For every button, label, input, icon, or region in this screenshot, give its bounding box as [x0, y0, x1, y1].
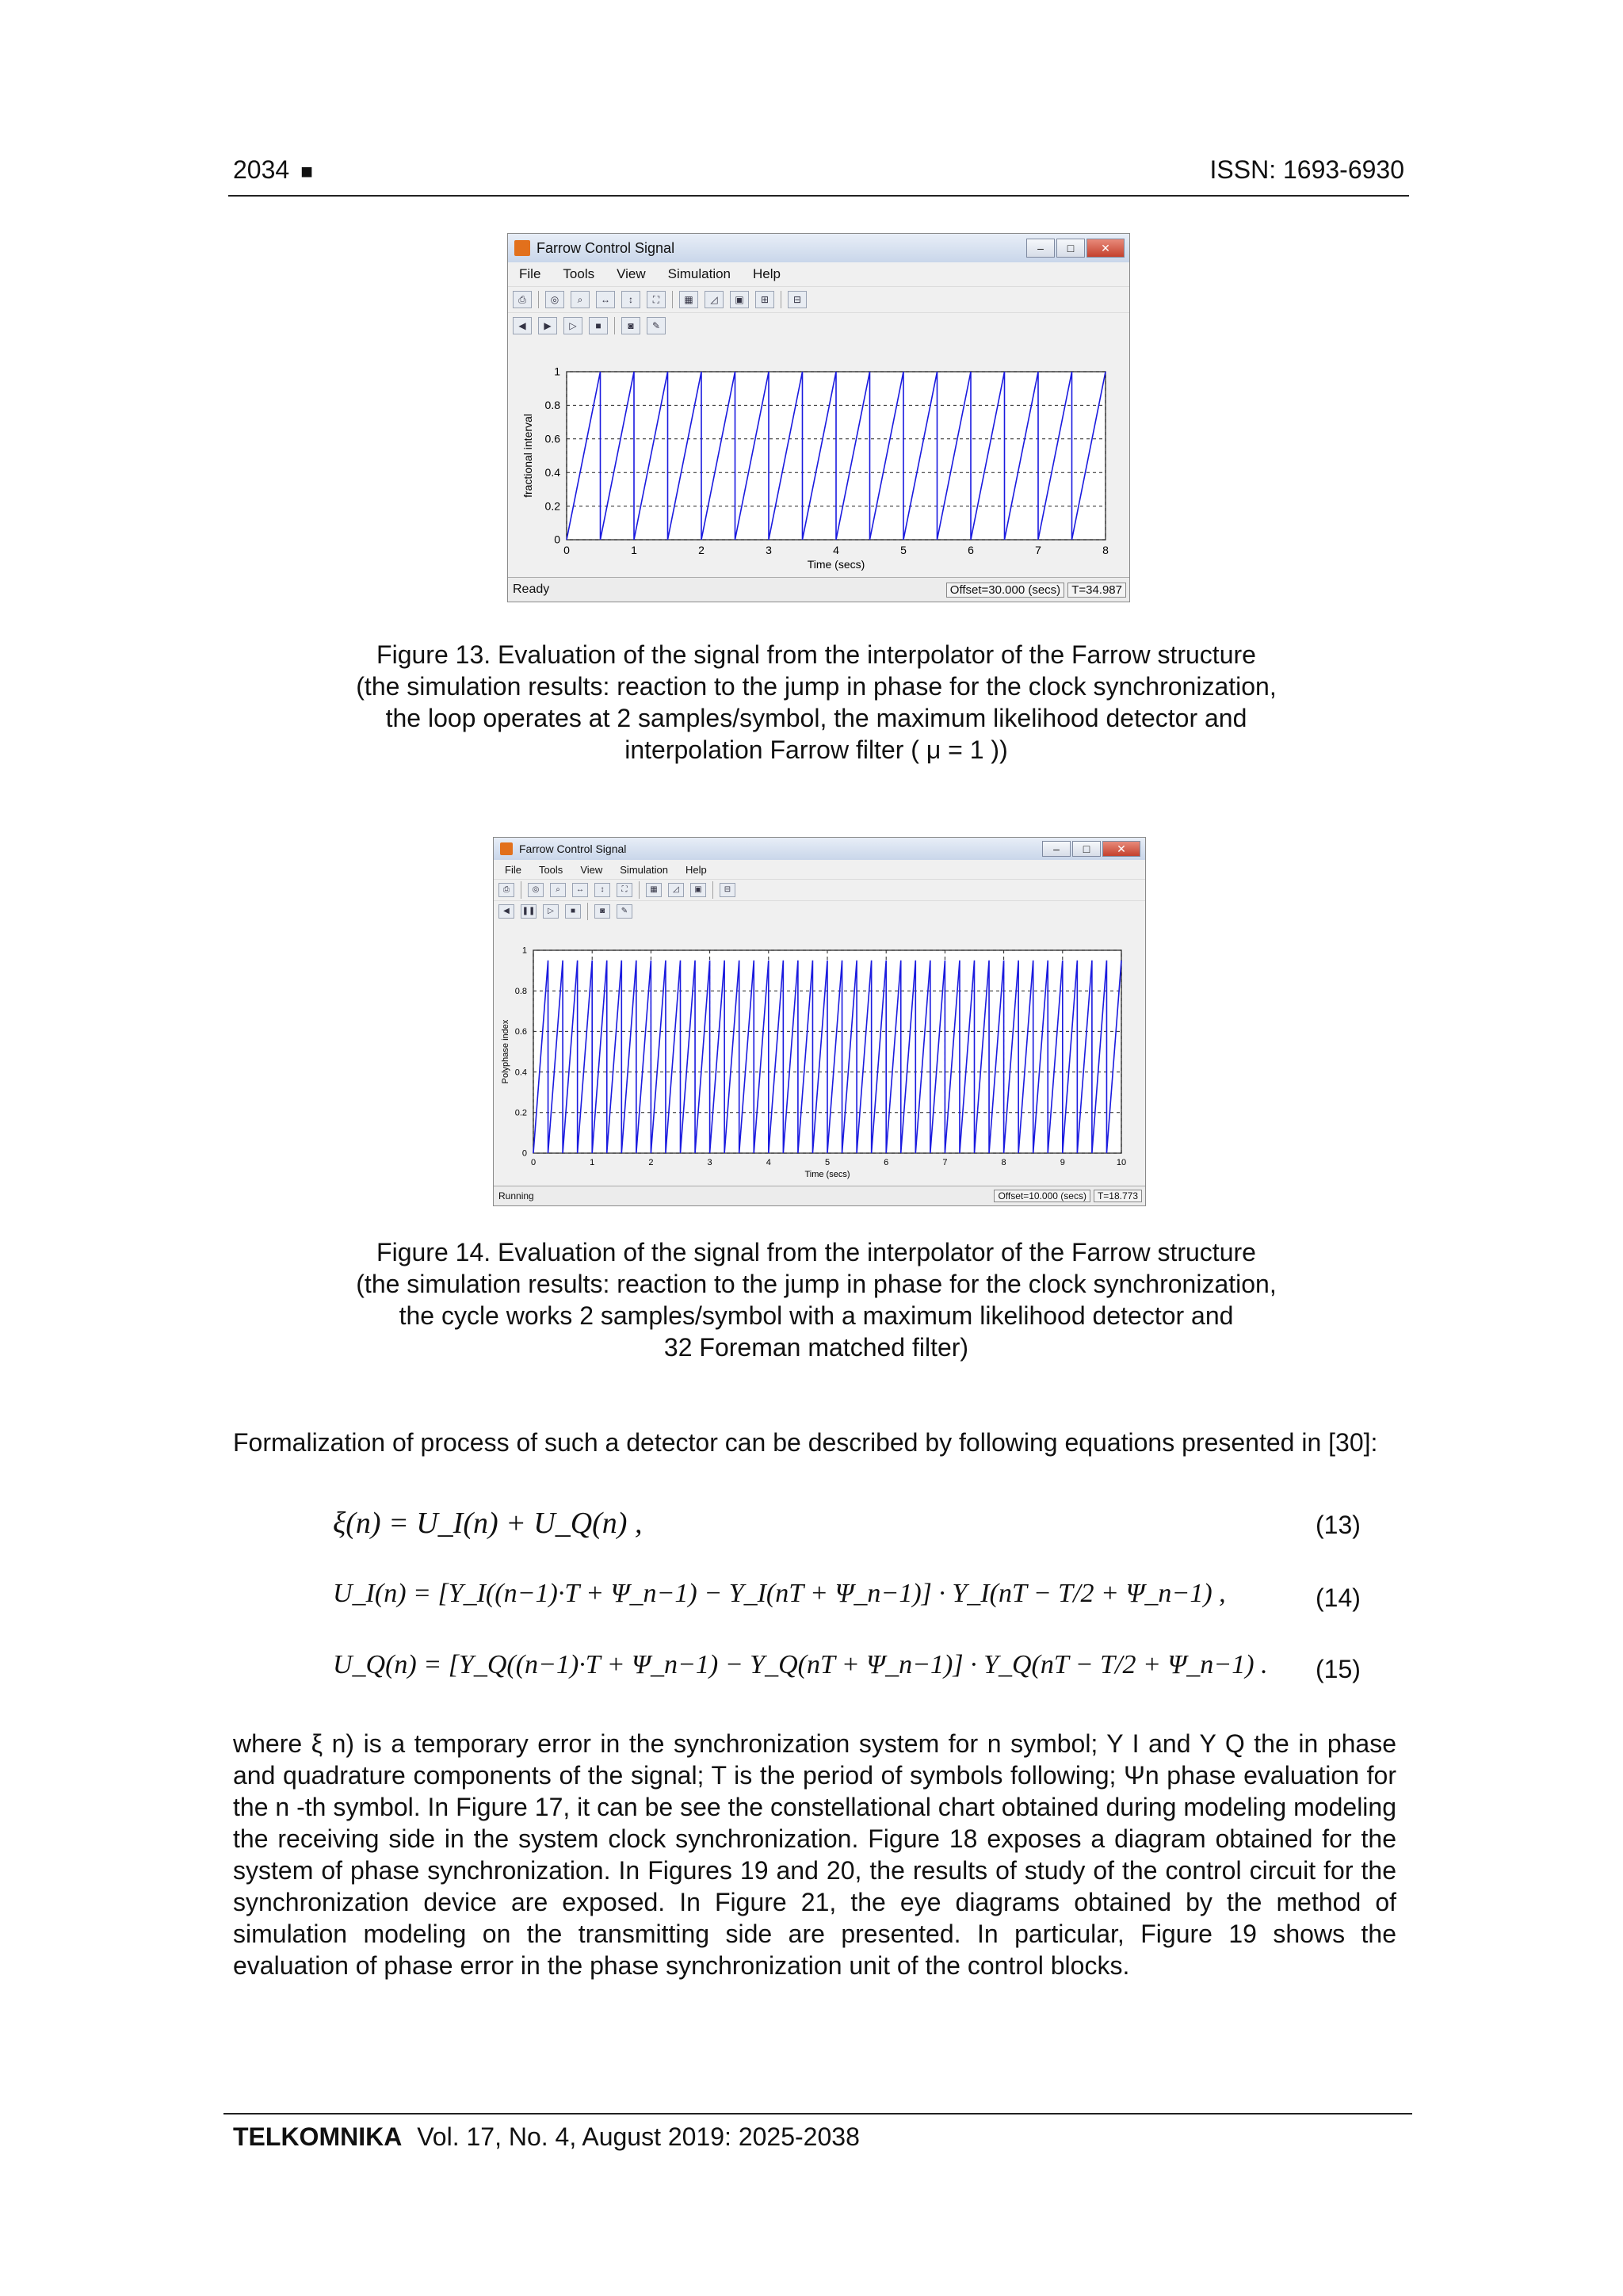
x-tick-label: 2 [648, 1158, 654, 1167]
stop-icon[interactable]: ■ [589, 317, 608, 334]
figure14-caption [238, 1236, 1395, 1363]
offset-readout: Offset=10.000 (secs) [994, 1190, 1090, 1202]
x-tick-label: 8 [1102, 544, 1109, 556]
toolbar [494, 879, 1145, 900]
menu-view[interactable]: View [617, 266, 646, 281]
stop-icon[interactable]: ■ [565, 904, 581, 919]
figure13-plot [508, 361, 1129, 575]
sim-toolbar [494, 900, 1145, 922]
print-icon[interactable]: ⎙ [498, 883, 514, 897]
zoom-icon[interactable]: ⌕ [571, 291, 590, 308]
equation-number: (13) [1316, 1511, 1361, 1539]
y-axis-label: Polyphase index [501, 1019, 510, 1084]
maximize-button[interactable]: □ [1056, 239, 1085, 258]
caption-line: the loop operates at 2 samples/symbol, the maximum likelihood detector and [385, 704, 1247, 732]
highlight-icon[interactable]: ✎ [647, 317, 666, 334]
menu-file[interactable]: File [519, 266, 541, 281]
caption-line: (the simulation results: reaction to the jump in phase for the clock synchronization, [356, 672, 1277, 701]
zoom-y-icon[interactable]: ↕ [621, 291, 640, 308]
x-tick-label: 9 [1060, 1158, 1065, 1167]
lock-axes-icon[interactable]: ⊞ [755, 291, 774, 308]
close-button[interactable]: ✕ [1102, 841, 1140, 857]
x-tick-label: 3 [766, 544, 772, 556]
x-axis-label: Time (secs) [807, 558, 865, 571]
restore-axes-icon[interactable]: ◿ [705, 291, 724, 308]
figure14-window [493, 837, 1146, 1206]
header-rule [228, 195, 1409, 197]
zoom-x-icon[interactable]: ↔ [572, 883, 588, 897]
intro-paragraph: Formalization of process of such a detector can be described by following equations presented in [30]: [233, 1428, 1378, 1457]
signal-selection-icon[interactable]: ⊟ [788, 291, 807, 308]
x-tick-label: 3 [707, 1158, 712, 1167]
menu-bar [494, 860, 1145, 879]
x-tick-label: 4 [833, 544, 839, 556]
run-icon[interactable]: ▶ [538, 317, 557, 334]
caption-line: Figure 13. Evaluation of the signal from the interpolator of the Farrow structure [376, 640, 1256, 669]
sim-toolbar [508, 312, 1129, 338]
autoscale-icon[interactable]: ⛶ [617, 883, 632, 897]
toolbar [508, 286, 1129, 312]
y-tick-label: 1 [521, 946, 527, 956]
journal-name: TELKOMNIKA [233, 2122, 403, 2151]
camera-icon[interactable]: ◙ [594, 904, 610, 919]
close-button[interactable]: ✕ [1086, 239, 1125, 258]
journal-info: Vol. 17, No. 4, August 2019: 2025-2038 [417, 2122, 860, 2151]
x-tick-label: 6 [968, 544, 974, 556]
y-tick-label: 0 [554, 533, 560, 546]
body-paragraph: where ξ n) is a temporary error in the synchronization system for n symbol; Y I and Y Q the in phase and quadrature components of the signal; T is the period of symbols following; Ψn phase evaluation for the n -th symbol. In Figure 17, it can be see the constellational chart obtained during modeling modeling the receiving side in the system clock synchronization. Figure 18 exposes a diagram obtained for the system of phase synchronization. In Figures 19 and 20, the results of study of the control circuit for the synchronization device are exposed. In Figure 21, the eye diagrams obtained by the method of simulation modeling on the transmitting side are presented. In particular, Figure 19 shows the evaluation of phase error in the phase synchronization unit of the control blocks. [233, 1729, 1396, 1980]
menu-bar [508, 262, 1129, 286]
step-back-icon[interactable]: ◀ [498, 904, 514, 919]
matlab-icon [500, 842, 513, 855]
menu-tools[interactable]: Tools [538, 863, 563, 876]
camera-icon[interactable]: ◙ [621, 317, 640, 334]
time-readout: T=34.987 [1067, 583, 1126, 598]
x-tick-label: 7 [1035, 544, 1041, 556]
menu-help[interactable]: Help [753, 266, 781, 281]
float-icon[interactable]: ▣ [730, 291, 749, 308]
save-axes-icon[interactable]: ▦ [679, 291, 698, 308]
title-bar [494, 838, 1145, 860]
menu-simulation[interactable]: Simulation [620, 863, 668, 876]
status-bar [508, 577, 1129, 602]
caption-line: interpolation Farrow filter ( μ = 1 )) [624, 735, 1008, 764]
maximize-button[interactable]: □ [1072, 841, 1101, 857]
parameters-icon[interactable]: ◎ [545, 291, 564, 308]
zoom-y-icon[interactable]: ↕ [594, 883, 610, 897]
x-tick-label: 10 [1116, 1158, 1127, 1167]
y-tick-label: 0.6 [544, 432, 560, 445]
equation-15: U_Q(n) = [Y_Q((n−1)·T + Ψ_n−1) − Y_Q(nT + Ψ_n−1)] · Y_Q(nT − T/2 + Ψ_n−1) . [333, 1650, 1268, 1679]
figure14-plot [494, 942, 1145, 1185]
menu-tools[interactable]: Tools [563, 266, 595, 281]
zoom-icon[interactable]: ⌕ [550, 883, 566, 897]
x-tick-label: 4 [766, 1158, 771, 1167]
title-bar [508, 234, 1129, 262]
y-tick-label: 1 [554, 365, 560, 378]
caption-line: (the simulation results: reaction to the jump in phase for the clock synchronization, [356, 1270, 1277, 1298]
status-text: Ready [513, 583, 550, 596]
float-icon[interactable]: ▣ [690, 883, 706, 897]
time-readout: T=18.773 [1094, 1190, 1142, 1202]
autoscale-icon[interactable]: ⛶ [647, 291, 666, 308]
series-line [533, 961, 1121, 1153]
window-title: Farrow Control Signal [519, 842, 627, 855]
y-tick-label: 0.8 [544, 399, 560, 412]
minimize-button[interactable]: – [1042, 841, 1071, 857]
restore-axes-icon[interactable]: ◿ [668, 883, 684, 897]
y-tick-label: 0.4 [514, 1068, 527, 1078]
x-tick-label: 0 [563, 544, 570, 556]
minimize-button[interactable]: – [1026, 239, 1055, 258]
figure13-caption [238, 639, 1395, 766]
equation-number: (15) [1316, 1655, 1361, 1683]
parameters-icon[interactable]: ◎ [528, 883, 544, 897]
matlab-icon [514, 240, 530, 256]
caption-line: 32 Foreman matched filter) [663, 1333, 969, 1362]
step-forward-icon[interactable]: ▷ [543, 904, 559, 919]
x-tick-label: 7 [942, 1158, 948, 1167]
y-tick-label: 0 [521, 1148, 527, 1159]
equation-14: U_I(n) = [Y_I((n−1)·T + Ψ_n−1) − Y_I(nT + Ψ_n−1)] · Y_I(nT − T/2 + Ψ_n−1) , [333, 1579, 1226, 1608]
pause-icon[interactable]: ❚❚ [521, 904, 537, 919]
menu-file[interactable]: File [505, 863, 521, 876]
menu-view[interactable]: View [580, 863, 603, 876]
footer-rule [223, 2113, 1412, 2115]
issn: ISSN: 1693-6930 [1209, 155, 1404, 184]
caption-line: the cycle works 2 samples/symbol with a maximum likelihood detector and [399, 1301, 1234, 1330]
y-tick-label: 0.8 [514, 986, 527, 996]
equation-13: ξ(n) = U_I(n) + U_Q(n) , [333, 1507, 643, 1540]
status-bar [494, 1186, 1145, 1205]
zoom-x-icon[interactable]: ↔ [596, 291, 615, 308]
x-axis-label: Time (secs) [804, 1170, 850, 1179]
x-tick-label: 1 [590, 1158, 595, 1167]
status-text: Running [498, 1190, 534, 1201]
menu-help[interactable]: Help [685, 863, 707, 876]
x-tick-label: 0 [530, 1158, 537, 1167]
x-tick-label: 1 [631, 544, 637, 556]
x-tick-label: 5 [824, 1158, 831, 1167]
x-tick-label: 5 [900, 544, 907, 556]
y-tick-label: 0.4 [544, 465, 560, 479]
x-tick-label: 2 [698, 544, 705, 556]
step-forward-icon[interactable]: ▷ [563, 317, 582, 334]
y-tick-label: 0.2 [514, 1108, 527, 1118]
y-tick-label: 0.2 [544, 499, 560, 513]
page-number: 2034 ■ [233, 155, 313, 184]
caption-line: Figure 14. Evaluation of the signal from the interpolator of the Farrow structure [376, 1238, 1256, 1266]
signal-selection-icon[interactable]: ⊟ [720, 883, 735, 897]
y-axis-label: fractional interval [521, 414, 534, 498]
step-back-icon[interactable]: ◀ [513, 317, 532, 334]
window-title: Farrow Control Signal [537, 239, 675, 256]
footer [233, 2122, 860, 2152]
offset-readout: Offset=30.000 (secs) [946, 583, 1064, 598]
menu-simulation[interactable]: Simulation [667, 266, 731, 281]
print-icon[interactable]: ⎙ [513, 291, 532, 308]
figure13-window [507, 233, 1130, 602]
highlight-icon[interactable]: ✎ [617, 904, 632, 919]
x-tick-label: 6 [884, 1158, 889, 1167]
x-tick-label: 8 [1001, 1158, 1006, 1167]
y-tick-label: 0.6 [514, 1027, 527, 1037]
equation-number: (14) [1316, 1584, 1361, 1612]
save-axes-icon[interactable]: ▦ [646, 883, 662, 897]
